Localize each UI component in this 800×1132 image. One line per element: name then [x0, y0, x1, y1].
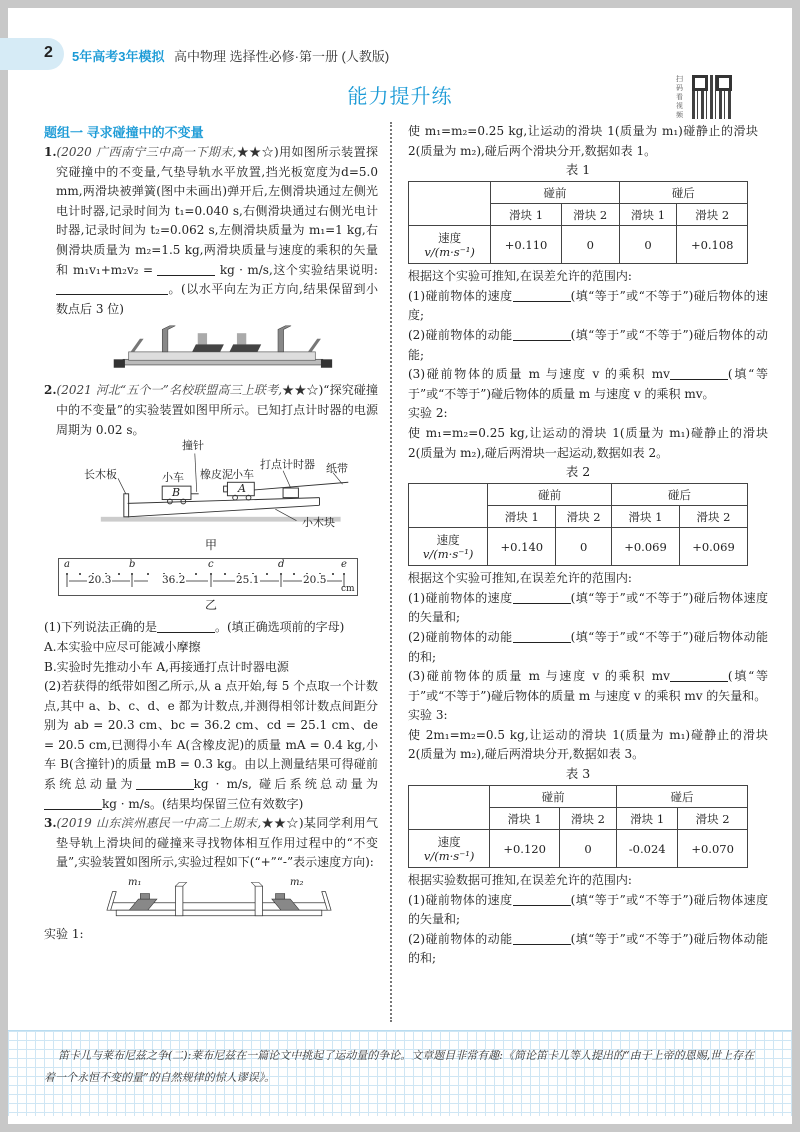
inference-lead: 根据这个实验可推知,在误差允许的范围内: — [408, 269, 632, 284]
table-group-after: 碰后 — [617, 786, 748, 808]
book-subtitle: 高中物理 选择性必修·第一册 (人教版) — [174, 49, 390, 64]
running-header — [8, 38, 792, 70]
qr-label: 扫码看视频 — [676, 76, 683, 119]
answer-blank[interactable] — [513, 629, 571, 643]
answer-blank[interactable] — [136, 776, 194, 790]
table-2 — [408, 483, 748, 566]
table-3 — [408, 785, 748, 868]
slider-1 — [192, 345, 224, 352]
slider-m2-top — [275, 894, 284, 900]
answer-blank[interactable] — [670, 366, 728, 380]
question-number: 2. — [44, 383, 57, 398]
answer-blank[interactable] — [513, 931, 571, 945]
question-source: (2020 广西南宁三中高一下期末, — [56, 145, 237, 159]
question-source: (2019 山东滨州惠民一中高二上期末, — [56, 816, 262, 831]
tape-point-b: b — [129, 558, 136, 570]
table-cell: +0.140 — [488, 528, 556, 566]
paper-tape-figure — [58, 558, 358, 596]
answer-blank[interactable] — [513, 892, 571, 906]
answer-blank[interactable] — [56, 281, 168, 295]
gate-left-top — [175, 882, 186, 886]
question-text: kg · m/s,这个实验结果说明: — [219, 262, 378, 277]
tape-dot — [293, 573, 295, 575]
inference-text: (3)碰前物体的质量 m 与速度 v 的乘积 mv — [408, 669, 670, 684]
label-putty: 橡皮泥 — [200, 468, 233, 482]
tape-dot — [210, 573, 212, 575]
tape-segment-de: 20.5 — [303, 573, 327, 586]
table-3-caption: 表 3 — [565, 766, 591, 782]
question-number: 1. — [44, 145, 57, 159]
difficulty-stars-icon: ★★☆ — [261, 816, 299, 831]
timer — [283, 488, 298, 498]
qr-block[interactable] — [676, 75, 776, 125]
sub-question-text: 。(填正确选项前的字母) — [215, 620, 345, 635]
row-label: 速度 — [437, 834, 461, 849]
tape-dot — [195, 573, 197, 575]
label-m1: m₁ — [128, 877, 142, 889]
slider-1-flag — [198, 334, 207, 345]
slider-2-flag — [237, 334, 246, 345]
inference-2 — [408, 569, 768, 706]
difficulty-stars-icon: ★★☆ — [282, 383, 319, 398]
gate-right-top — [251, 882, 262, 886]
table-2-caption: 表 2 — [565, 464, 591, 480]
exp1-text: 使 m₁=m₂=0.25 kg,让运动的滑块 1(质量为 m₁)碰静止的滑块 2(质量为 m₂),碰后两个滑块分开,数据如表 1。 — [408, 124, 758, 158]
answer-blank[interactable] — [157, 619, 215, 633]
tape-dot — [66, 573, 68, 575]
tape-dot — [266, 573, 268, 575]
table-row-header — [409, 226, 491, 264]
table-col: 滑块 1 — [490, 808, 560, 830]
track-top — [129, 352, 316, 360]
right-end-block — [321, 360, 332, 368]
unit-text: kg · m/s, — [193, 777, 252, 792]
inference-text: (3)碰前物体的质量 m 与速度 v 的乘积 mv — [408, 367, 670, 382]
qr-code-icon[interactable] — [692, 75, 732, 119]
row-unit: v/(m·s⁻¹) — [423, 848, 475, 863]
exp3-title: 实验 3: — [408, 708, 448, 723]
question-text: d=5.0 mm,两滑块被弹簧(图中未画出)弹开后,左侧滑块通过左侧光电计时器,记录时间为 t₁=0.040 s,右侧滑块通过右侧光电计时器,记录时间为 t₂=0.062 s,左侧滑块质量为 m₁=1 kg,右侧滑块质量为 m₂=1.5 kg,两滑块质量与速度的乘积的矢量和 m₁v₁+m₂v₂ = — [56, 164, 378, 277]
left-spring-post — [131, 339, 144, 352]
tape-dot — [131, 573, 133, 575]
gate-right — [255, 886, 262, 916]
inference-text: (2)碰前物体的动能 — [408, 327, 513, 342]
table-cell: +0.108 — [677, 226, 748, 264]
label-board: 长木板 — [84, 468, 117, 482]
right-column — [408, 122, 768, 969]
table-cell: 0 — [619, 226, 677, 264]
table-col: 滑块 1 — [612, 506, 680, 528]
q2-sub1 — [44, 618, 378, 638]
label-a: A — [238, 482, 246, 496]
slider-m1-top — [140, 894, 149, 900]
figure-jia — [64, 439, 364, 536]
table-corner — [409, 786, 490, 830]
table-group-before: 碰前 — [491, 182, 619, 204]
table-group-before: 碰前 — [490, 786, 617, 808]
option-a: A.本实验中应尽可能减小摩擦 — [44, 639, 201, 654]
sub-question-text: (2)若获得的纸带如图乙所示,从 a 点开始,每 5 个点取一个计数点,其中 a、b、c、d、e 都为计数点,并测得相邻计数点间距分别为 ab = 20.3 cm、bc = 36.2 cm、cd = 25.1 cm、de = 20.5 cm,已测得小车 A(含橡皮泥)的质量 mA = 0.4 kg,小车 B(含撞针)的质量 mB = 0.3 kg。由以上测量结果可得碰前系统总动量为 — [44, 679, 378, 792]
tape-segment-ab: 20.3 — [88, 573, 112, 586]
inference-text: (1)碰前物体的速度 — [408, 288, 513, 303]
difficulty-stars-icon: ★★☆ — [236, 145, 274, 159]
tape-dot — [343, 573, 345, 575]
left-column — [44, 122, 378, 945]
table-cell: +0.120 — [490, 830, 560, 868]
exp3-text: 使 2m₁=m₂=0.5 kg,让运动的滑块 1(质量为 m₁)碰静止的滑块 2(质量为 m₂),碰后两滑块分开,数据如表 3。 — [408, 727, 768, 762]
book-brand: 5年高考3年模拟 — [72, 49, 165, 64]
inference-3 — [408, 871, 768, 969]
table-col: 滑块 1 — [491, 204, 562, 226]
tape-point-a: a — [64, 558, 70, 570]
inference-text: (填“等于”或“不等于”)碰后物体动能的和; — [408, 931, 769, 966]
section-title: 能力提升练 — [347, 86, 453, 108]
tape-point-d: d — [278, 558, 285, 570]
answer-blank[interactable] — [44, 796, 102, 810]
answer-blank[interactable] — [157, 262, 215, 276]
table-row-header — [409, 830, 490, 868]
right-spring-post — [308, 339, 321, 352]
air-track-figure — [102, 322, 342, 378]
leader-needle — [195, 454, 197, 492]
answer-blank[interactable] — [513, 590, 571, 604]
question-source: (2021 河北“五个一”名校联盟高三上联考, — [56, 383, 283, 398]
tape-unit: cm — [341, 583, 355, 594]
question-text: )某同学利用气垫导轨上滑块间的碰撞来寻找物体相互作用过程中的“不变量”,实验装置如图所示,实验过程如下(“+”“-”表示速度方向): — [56, 816, 378, 870]
label-tape: 纸带 — [326, 462, 348, 476]
exp2-text: 使 m₁=m₂=0.25 kg,让运动的滑块 1(质量为 m₁)碰静止的滑块 2(质量为 m₂),碰后两滑块一起运动,数据如表 2。 — [408, 425, 768, 460]
table-col: 滑块 2 — [677, 204, 748, 226]
answer-blank[interactable] — [513, 288, 571, 302]
tape-segment-cd: 25.1 — [236, 573, 260, 586]
inference-text: (填“等于”或“不等于”)碰后物体速度的矢量和; — [408, 590, 769, 625]
inference-1 — [408, 267, 768, 404]
table-cell: +0.069 — [612, 528, 680, 566]
table-row-header — [409, 528, 488, 566]
option-b: B.实验时先推动小车 A,再接通打点计时器电源 — [44, 659, 289, 674]
sub-question-text: 碰后系统总动量为 — [259, 777, 378, 792]
question-text: 。(以水平向左为正方向,结果保留到小数点后 3 位) — [56, 282, 378, 316]
question-2 — [44, 381, 378, 440]
answer-blank[interactable] — [513, 327, 571, 341]
row-unit: v/(m·s⁻¹) — [424, 244, 475, 259]
question-3 — [44, 814, 378, 873]
label-timer: 打点计时器 — [260, 458, 315, 472]
tape-dot — [118, 573, 120, 575]
slider-2 — [229, 345, 261, 352]
question-1 — [44, 143, 378, 319]
inference-lead: 根据实验数据可推知,在误差允许的范围内: — [408, 873, 632, 888]
table-col: 滑块 2 — [559, 808, 616, 830]
sub-question-text: (1)下列说法正确的是 — [44, 620, 157, 635]
row-unit: v/(m·s⁻¹) — [422, 546, 474, 561]
sub-question-text: kg · m/s。(结果均保留三位有效数字) — [102, 796, 304, 811]
table-corner — [409, 182, 491, 226]
footer-note — [8, 1030, 792, 1116]
inference-text: (2)碰前物体的动能 — [408, 931, 513, 946]
table-cell: +0.069 — [679, 528, 747, 566]
table-col: 滑块 1 — [617, 808, 678, 830]
label-block: 小木块 — [302, 516, 335, 530]
table-cell: 0 — [556, 528, 612, 566]
group-title: 题组一 寻求碰撞中的不变量 — [44, 125, 204, 140]
table-col: 滑块 1 — [619, 204, 677, 226]
label-needle: 撞针 — [182, 439, 204, 453]
inference-lead: 根据这个实验可推知,在误差允许的范围内: — [408, 571, 632, 586]
question-text: )“探究碰撞中的不变量”的实验装置如图甲所示。已知打点计时器的电源周期为 0.02 s。 — [56, 383, 378, 437]
table-corner — [409, 484, 488, 528]
inference-text: (1)碰前物体的速度 — [408, 892, 513, 907]
row-label: 速度 — [438, 230, 462, 245]
inference-text: (填“等于”或“不等于”)碰后物体的动能; — [408, 327, 769, 362]
label-m2: m₂ — [290, 877, 304, 889]
inference-text: (2)碰前物体的动能 — [408, 629, 513, 644]
footer-text: 笛卡儿与莱布尼兹之争(二):莱布尼兹在一篇论文中挑起了运动量的争论。文章题目非常有趣:《简论笛卡儿等人提出的“由于上帝的恩赐,世上存在着一个永恒不变的量”的自然规律的惊人谬误》。 — [44, 1049, 755, 1084]
board-line-bottom — [128, 505, 320, 517]
leader-board — [118, 479, 126, 494]
left-end-block — [114, 360, 125, 368]
rail-base — [116, 910, 322, 916]
tape-dot — [79, 573, 81, 575]
inference-text: (填“等于”或“不等于”)碰后物体动能的和; — [408, 629, 769, 664]
table-col: 滑块 2 — [561, 204, 619, 226]
row-label: 速度 — [436, 532, 460, 547]
column-divider — [390, 122, 392, 1022]
tape-point-c: c — [208, 558, 214, 570]
gate-left — [175, 886, 182, 916]
table-col: 滑块 2 — [679, 506, 747, 528]
exp2-title: 实验 2: — [408, 406, 448, 421]
tape-line — [254, 482, 348, 490]
caption-yi: 乙 — [204, 597, 217, 612]
page-number: 2 — [44, 44, 53, 61]
inference-text: (填“等于”或“不等于”)碰后物体的质量 m 与速度 v 的乘积 mv 的矢量和。 — [408, 669, 768, 703]
exp1-title: 实验 1: — [44, 927, 84, 942]
label-b: B — [172, 486, 181, 500]
tape-dot — [224, 573, 226, 575]
table-group-after: 碰后 — [619, 182, 747, 204]
table-cell: 0 — [559, 830, 616, 868]
putty — [224, 486, 228, 492]
table-group-before: 碰前 — [488, 484, 612, 506]
table-cell: +0.070 — [678, 830, 748, 868]
table-cell: 0 — [561, 226, 619, 264]
table-col: 滑块 2 — [678, 808, 748, 830]
table-cell: +0.110 — [491, 226, 562, 264]
inference-text: (填“等于”或“不等于”)碰后物体的速度; — [408, 288, 769, 323]
question-number: 3. — [44, 816, 57, 831]
left-gate — [162, 326, 175, 352]
table-col: 滑块 1 — [488, 506, 556, 528]
inference-text: (1)碰前物体的速度 — [408, 590, 513, 605]
table-cell: -0.024 — [617, 830, 678, 868]
tape-dot — [280, 573, 282, 575]
table-1 — [408, 181, 748, 264]
tape-dot — [147, 573, 149, 575]
right-gate — [278, 326, 291, 352]
table-group-after: 碰后 — [612, 484, 748, 506]
question-text: )用如图所示装置探究碰撞中的不变量,气垫导轨水平放置,挡光板宽度为 — [56, 145, 378, 179]
air-track-figure-2 — [94, 875, 344, 925]
tape-segment-bc: 36.2 — [162, 573, 186, 586]
inference-text: (填“等于”或“不等于”)碰后物体速度的矢量和; — [408, 892, 769, 927]
caption-jia: 甲 — [204, 538, 217, 553]
inference-text: (填“等于”或“不等于”)碰后物体的质量 m 与速度 v 的乘积 mv。 — [408, 367, 768, 401]
board-stop — [124, 494, 129, 517]
label-cart-b: 小车 — [162, 471, 184, 485]
board-line-top — [128, 498, 320, 504]
tape-point-e: e — [341, 558, 347, 570]
q2-sub2 — [44, 677, 378, 814]
label-cart-a: 小车 — [232, 468, 254, 482]
answer-blank[interactable] — [670, 668, 728, 682]
table-1-caption: 表 1 — [565, 162, 591, 178]
page — [8, 8, 792, 1124]
leader-timer — [283, 471, 291, 488]
tape-dot — [332, 573, 334, 575]
page-number-tab — [0, 38, 64, 70]
table-col: 滑块 2 — [556, 506, 612, 528]
